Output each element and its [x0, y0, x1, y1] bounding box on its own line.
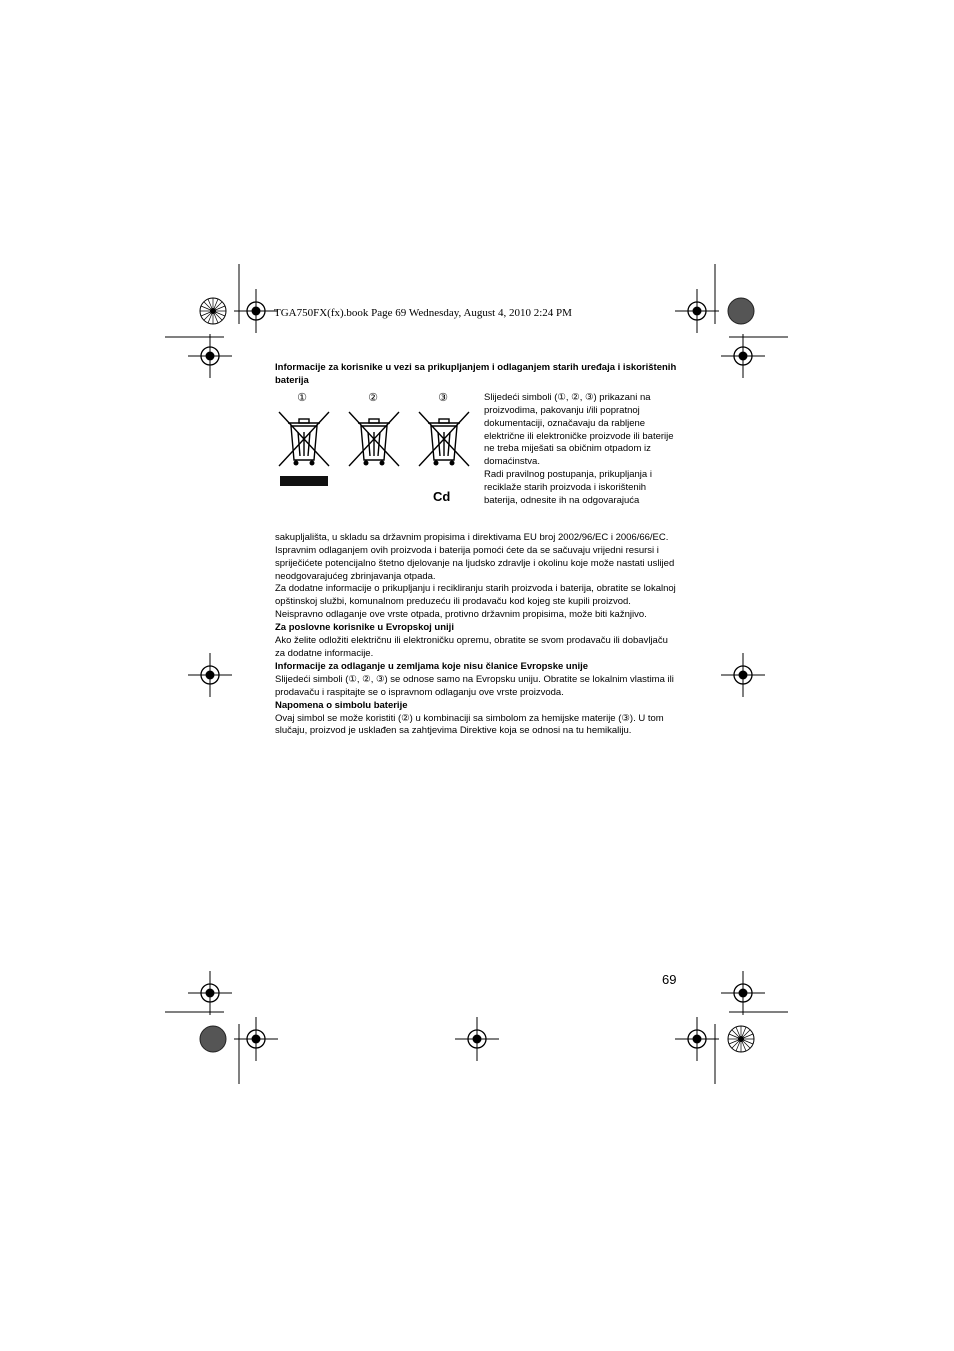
print-file-header: TGA750FX(fx).book Page 69 Wednesday, August 4, 2010 2:24 PM: [274, 307, 572, 319]
section-text-battery: Ovaj simbol se može koristiti (②) u kombinaciji sa simbolom za hemijske materije (③). U tom slučaju, proizvod je usklađen sa zahtjevima Direktive koja se odnosi na tu hemikaliju.: [275, 712, 664, 737]
section-text-business: Ako želite odložiti električnu ili elektroničku opremu, obratite se svom prodavaču ili dobavljaču za dodatne informacije.: [275, 635, 668, 659]
cadmium-label: Cd: [433, 488, 451, 504]
paragraph-penalty: Neispravno odlaganje ove vrste otpada, protivno državnim propisima, može biti kažnjivo.: [275, 609, 647, 621]
crossed-bin-icon: [347, 410, 401, 472]
symbol-label-1: ①: [297, 391, 307, 404]
document-title: Informacije za korisnike u vezi sa prikupljanjem i odlaganjem starih uređaja i iskorištenih baterija: [275, 362, 677, 386]
intro-paragraph-1: Slijedeći simboli (①, ②, ③) prikazani na proizvodima, pakovanju i/ili popratnoj dokumentaciji, označavaju da rabljene električne ili elektroničke proizvode ili baterije ne treba miješati sa običnim otpadom iz domaćinstva.: [484, 391, 674, 468]
document-body: [275, 362, 679, 738]
intro-block: [275, 392, 679, 532]
intro-paragraph-2: Radi pravilnog postupanja, prikupljanja i reciklaže starih proizvoda i iskorištenih baterija, odnesite ih na odgovarajuća: [484, 469, 652, 507]
disposal-symbols: [275, 392, 475, 502]
section-heading-business: Za poslovne korisnike u Evropskoj uniji: [275, 622, 454, 634]
page-number: 69: [662, 972, 677, 987]
section-heading-battery: Napomena o simbolu baterije: [275, 699, 408, 711]
crossed-bin-bar-icon: [277, 410, 331, 490]
crossed-bin-cd-icon: [417, 410, 471, 472]
paragraph-collection-points: sakupljališta, u skladu sa državnim propisima i direktivama EU broj 2002/96/EC i 2006/66/EC.: [275, 531, 669, 543]
section-text-non-eu: Slijedeći simboli (①, ②, ③) se odnose samo na Evropsku uniju. Obratite se lokalnim vlastima ili prodavaču i raspitajte se o ispravnom odlaganju ove vrste proizvoda.: [275, 673, 674, 698]
section-heading-non-eu: Informacije za odlaganje u zemljama koje nisu članice Evropske unije: [275, 660, 589, 672]
intro-text: [484, 392, 682, 508]
symbol-label-2: ②: [368, 391, 378, 404]
paragraph-more-info: Za dodatne informacije o prikupljanju i recikliranju starih proizvoda i baterija, obratite se lokalnoj opštinskoj službi, komunalnom preduzeću ili prodavaču kod kojeg ste kupili proizvod.: [275, 583, 676, 608]
paragraph-resources: Ispravnim odlaganjem ovih proizvoda i baterija pomoći ćete da se sačuvaju vrijedni resursi i spriječićete potencijalno štetno djelovanje na ljudsko zdravlje i okolinu koje može nastati uslijed neodgovarajućeg zbrinjavanja otpada.: [275, 544, 675, 582]
symbol-label-3: ③: [438, 391, 448, 404]
